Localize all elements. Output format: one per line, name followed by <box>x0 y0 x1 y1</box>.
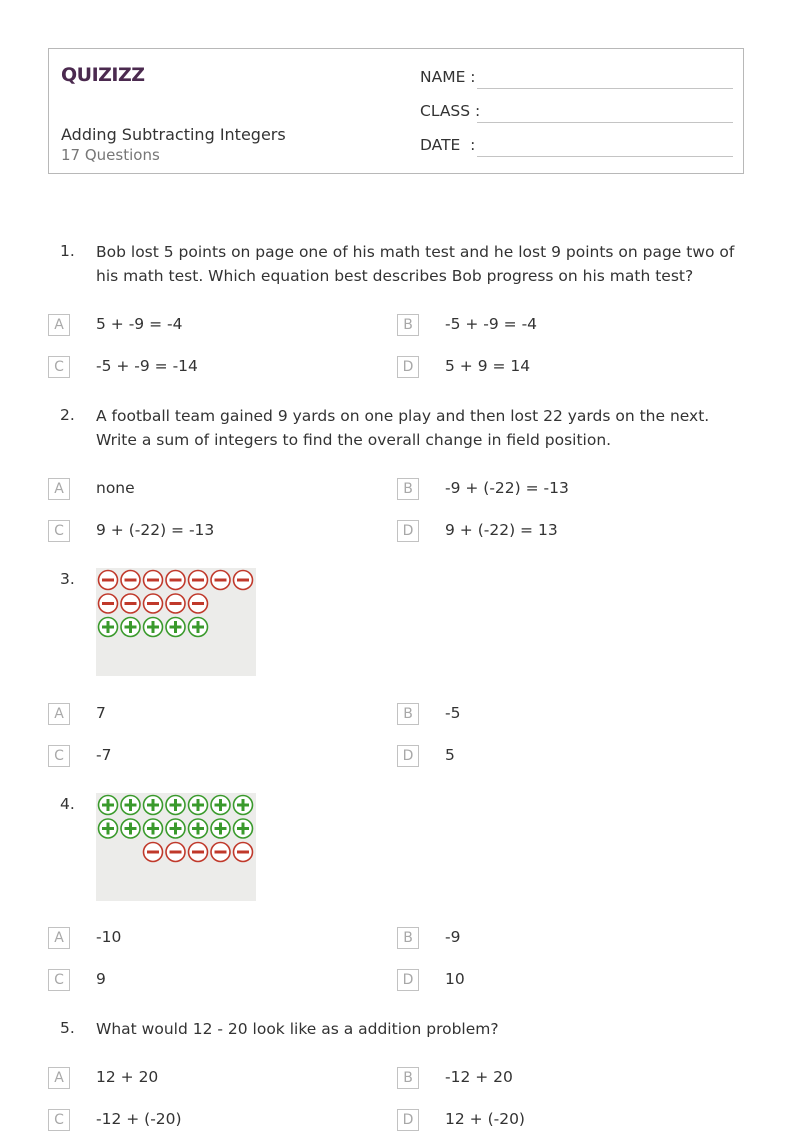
question-number: 2. <box>60 406 75 424</box>
option-b-box[interactable]: B <box>397 478 419 500</box>
positive-chip-icon <box>189 819 208 838</box>
positive-chip-icon <box>99 796 118 815</box>
negative-chip-icon <box>121 594 140 613</box>
positive-chip-icon <box>211 819 230 838</box>
question-text: Bob lost 5 points on page one of his math test and he lost 9 points on page two of his math test. Which equation best describes Bob progress on his math test? <box>96 243 735 285</box>
option-d-box[interactable]: D <box>397 1109 419 1131</box>
positive-chip-icon <box>234 796 253 815</box>
option-d-text: 5 + 9 = 14 <box>445 357 531 375</box>
option-a-box[interactable]: A <box>48 314 70 336</box>
option-c-text: -5 + -9 = -14 <box>96 357 198 375</box>
negative-chip-icon <box>211 843 230 862</box>
positive-chip-icon <box>189 618 208 637</box>
option-b-box[interactable]: B <box>397 314 419 336</box>
date-label: DATE : <box>420 136 476 154</box>
option-c-box[interactable]: C <box>48 356 70 378</box>
option-c-text: 9 <box>96 970 106 988</box>
question-number: 1. <box>60 242 75 260</box>
class-label: CLASS : <box>420 102 481 120</box>
negative-chip-icon <box>99 594 118 613</box>
option-a-box[interactable]: A <box>48 927 70 949</box>
negative-chip-icon <box>189 571 208 590</box>
negative-chip-icon <box>144 571 163 590</box>
question-text: A football team gained 9 yards on one play and then lost 22 yards on the next. Write a sum of integers to find the overall change in field position. <box>96 407 710 449</box>
option-d-box[interactable]: D <box>397 745 419 767</box>
option-b-text: -9 + (-22) = -13 <box>445 479 569 497</box>
option-d-box[interactable]: D <box>397 969 419 991</box>
date-line[interactable] <box>477 156 733 157</box>
option-d-box[interactable]: D <box>397 356 419 378</box>
negative-chip-icon <box>234 843 253 862</box>
option-a-box[interactable]: A <box>48 703 70 725</box>
option-d-text: 12 + (-20) <box>445 1110 525 1128</box>
positive-chip-icon <box>144 819 163 838</box>
option-b-box[interactable]: B <box>397 927 419 949</box>
option-c-box[interactable]: C <box>48 520 70 542</box>
question-count: 17 Questions <box>61 146 160 164</box>
option-a-text: 5 + -9 = -4 <box>96 315 183 333</box>
worksheet-header <box>48 48 744 174</box>
class-line[interactable] <box>477 122 733 123</box>
negative-chip-icon <box>234 571 253 590</box>
option-a-text: -10 <box>96 928 122 946</box>
option-d-box[interactable]: D <box>397 520 419 542</box>
option-a-text: none <box>96 479 135 497</box>
option-a-text: 12 + 20 <box>96 1068 159 1086</box>
option-b-text: -5 <box>445 704 461 722</box>
name-line[interactable] <box>477 88 733 89</box>
negative-chip-icon <box>166 843 185 862</box>
option-b-text: -5 + -9 = -4 <box>445 315 538 333</box>
positive-chip-icon <box>189 796 208 815</box>
negative-chip-icon <box>189 843 208 862</box>
name-label: NAME : <box>420 68 476 86</box>
positive-chip-icon <box>121 796 140 815</box>
option-a-box[interactable]: A <box>48 1067 70 1089</box>
question-number: 4. <box>60 795 75 813</box>
positive-chip-icon <box>121 819 140 838</box>
negative-chip-icon <box>121 571 140 590</box>
positive-chip-icon <box>99 819 118 838</box>
option-b-box[interactable]: B <box>397 703 419 725</box>
positive-chip-icon <box>99 618 118 637</box>
positive-chip-icon <box>234 819 253 838</box>
option-d-text: 9 + (-22) = 13 <box>445 521 558 539</box>
positive-chip-icon <box>166 618 185 637</box>
integer-chips-image <box>96 568 256 676</box>
option-a-box[interactable]: A <box>48 478 70 500</box>
question-number: 5. <box>60 1019 75 1037</box>
question-text: What would 12 - 20 look like as a addition problem? <box>96 1020 499 1038</box>
option-c-text: 9 + (-22) = -13 <box>96 521 215 539</box>
question-number: 3. <box>60 570 75 588</box>
option-d-text: 5 <box>445 746 455 764</box>
option-b-text: -12 + 20 <box>445 1068 513 1086</box>
option-a-text: 7 <box>96 704 106 722</box>
quizizz-logo <box>61 59 153 89</box>
positive-chip-icon <box>211 796 230 815</box>
worksheet-title: Adding Subtracting Integers <box>61 125 286 144</box>
option-c-text: -12 + (-20) <box>96 1110 182 1128</box>
positive-chip-icon <box>144 618 163 637</box>
negative-chip-icon <box>166 594 185 613</box>
option-b-box[interactable]: B <box>397 1067 419 1089</box>
positive-chip-icon <box>121 618 140 637</box>
positive-chip-icon <box>166 819 185 838</box>
negative-chip-icon <box>144 843 163 862</box>
negative-chip-icon <box>211 571 230 590</box>
negative-chip-icon <box>144 594 163 613</box>
negative-chip-icon <box>99 571 118 590</box>
option-c-box[interactable]: C <box>48 1109 70 1131</box>
option-b-text: -9 <box>445 928 461 946</box>
negative-chip-icon <box>166 571 185 590</box>
option-c-box[interactable]: C <box>48 969 70 991</box>
option-c-box[interactable]: C <box>48 745 70 767</box>
integer-chips-image <box>96 793 256 901</box>
option-d-text: 10 <box>445 970 465 988</box>
svg-text:QUIZIZZ: QUIZIZZ <box>61 64 145 86</box>
negative-chip-icon <box>189 594 208 613</box>
option-c-text: -7 <box>96 746 112 764</box>
positive-chip-icon <box>144 796 163 815</box>
positive-chip-icon <box>166 796 185 815</box>
